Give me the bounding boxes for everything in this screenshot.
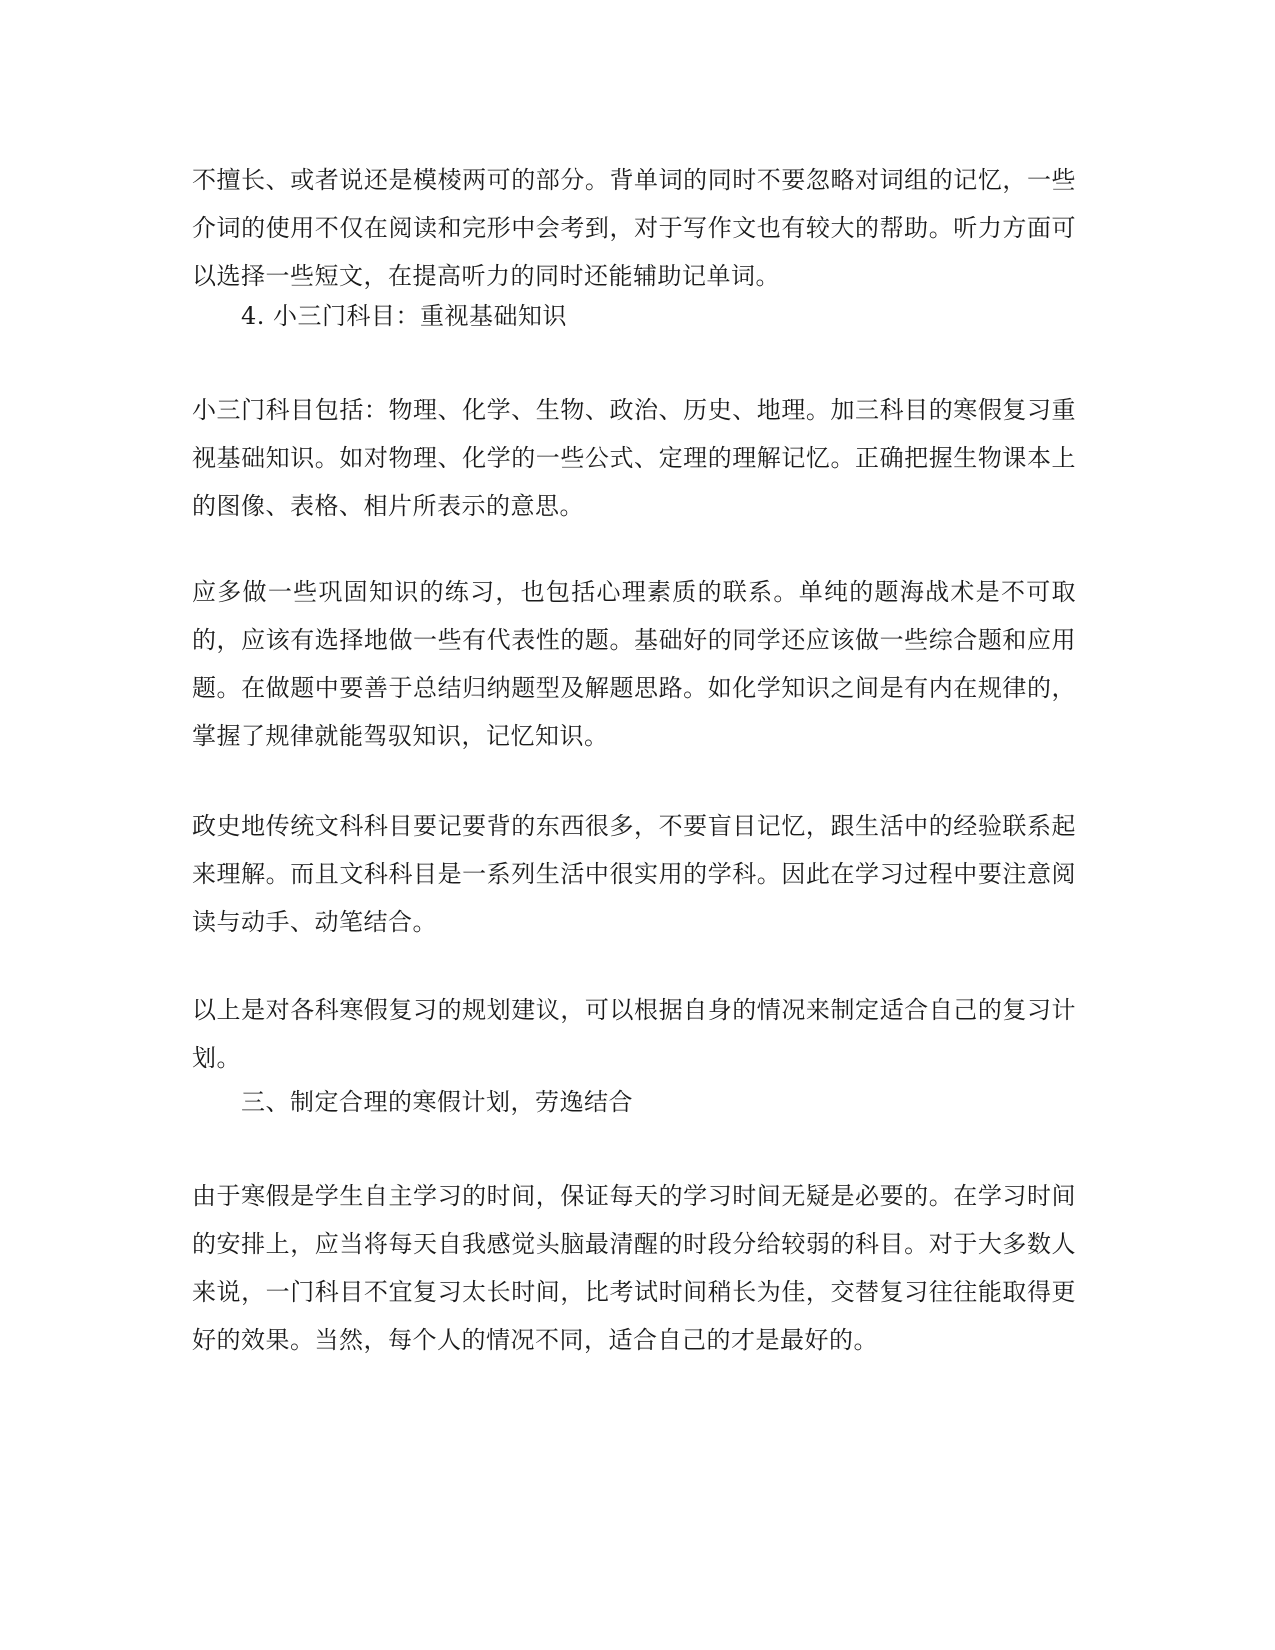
paragraph-liberal-arts: 政史地传统文科科目要记要背的东西很多，不要盲目记忆，跟生活中的经验联系起来理解。而且文科科目是一系列生活中很实用的学科。因此在学习过程中要注意阅读与动手、动笔结合。 [192, 812, 1076, 936]
paragraph-time-arrangement: 由于寒假是学生自主学习的时间，保证每天的学习时间无疑是必要的。在学习时间的安排上，应当将每天自我感觉头脑最清醒的时段分给较弱的科目。对于大多数人来说，一门科目不宜复习太长时间，比考试时间稍长为佳，交替复习往往能取得更好的效果。当然，每个人的情况不同，适合自己的才是最好的。 [192, 1182, 1076, 1354]
paragraph-practice-exercises: 应多做一些巩固知识的练习，也包括心理素质的联系。单纯的题海战术是不可取的，应该有选择地做一些有代表性的题。基础好的同学还应该做一些综合题和应用题。在做题中要善于总结归纳题型及解题思路。如化学知识之间是有内在规律的，掌握了规律就能驾驭知识，记忆知识。 [192, 578, 1076, 750]
section-heading-winter-plan: 三、制定合理的寒假计划，劳逸结合 [241, 1088, 633, 1116]
paragraph-summary: 以上是对各科寒假复习的规划建议，可以根据自身的情况来制定适合自己的复习计划。 [192, 996, 1076, 1072]
paragraph-english-study: 不擅长、或者说还是模棱两可的部分。背单词的同时不要忽略对词组的记忆，一些介词的使用不仅在阅读和完形中会考到，对于写作文也有较大的帮助。听力方面可以选择一些短文，在提高听力的同时还能辅助记单词。 [192, 166, 1076, 290]
section-heading-minor-subjects: 4. 小三门科目：重视基础知识 [241, 302, 568, 330]
paragraph-minor-subjects-list: 小三门科目包括：物理、化学、生物、政治、历史、地理。加三科目的寒假复习重视基础知识。如对物理、化学的一些公式、定理的理解记忆。正确把握生物课本上的图像、表格、相片所表示的意思。 [192, 396, 1076, 520]
